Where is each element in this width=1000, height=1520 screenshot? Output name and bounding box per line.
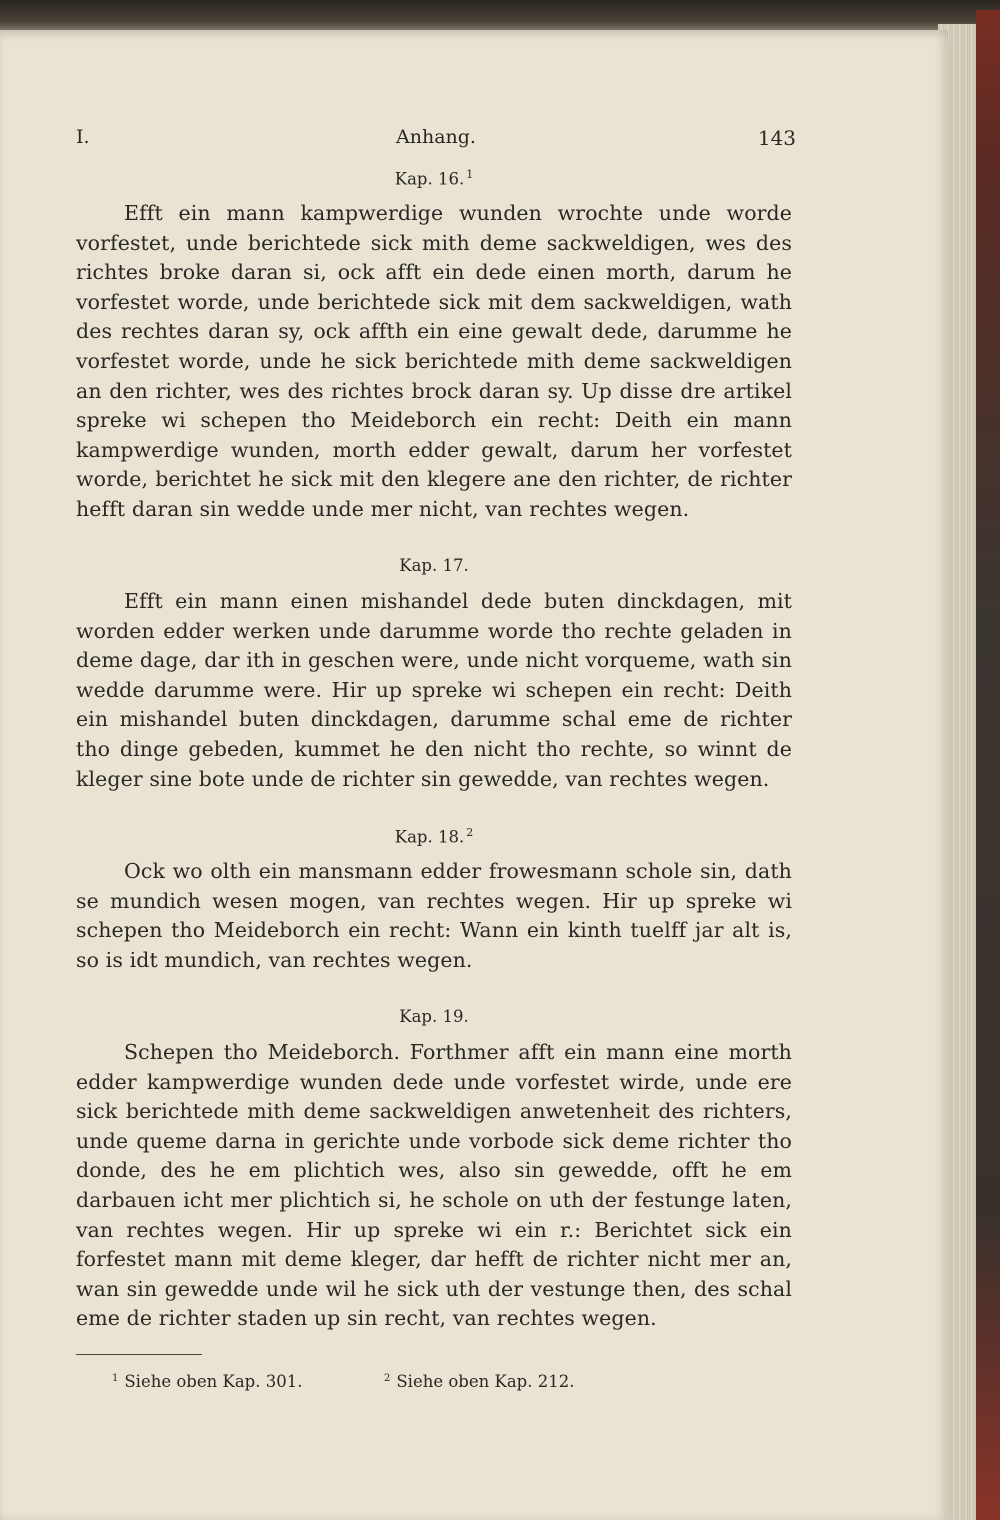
chapter-heading-text: Kap. 17. xyxy=(399,556,469,575)
chapter-heading-text: Kap. 18. xyxy=(394,827,465,847)
chapter-heading xyxy=(76,1007,792,1026)
chapter-heading xyxy=(76,826,792,847)
binding-edge xyxy=(0,0,1000,32)
footnote-rule xyxy=(76,1354,202,1355)
footnote-text: Siehe oben Kap. 301. xyxy=(124,1372,303,1391)
footnote xyxy=(112,1372,302,1391)
running-head xyxy=(76,126,796,152)
running-head-section: I. xyxy=(76,126,90,148)
footnote-number: 2 xyxy=(384,1372,391,1384)
book-cover-edge xyxy=(976,10,1000,1520)
footnote-marker: 2 xyxy=(466,826,474,839)
footnote-number: 1 xyxy=(112,1372,119,1384)
chapter-heading xyxy=(76,556,792,575)
running-head-title: Anhang. xyxy=(396,126,476,148)
chapter-paragraph: Efft ein mann einen mishandel dede buten dinckdagen, mit worden edder werken unde darumme worde tho rechte geladen in deme dage, dar ith in geschen were, unde nicht vorqueme, wath sin wedde darumme were. Hir up spreke wi schepen ein recht: Deith ein mishandel buten dinckdagen, darumme schal eme de richter tho dinge gebeden, kummet he den nicht tho rechte, so winnt de kleger sine bote unde de richter sin gewedde, van rechtes wegen. xyxy=(76,589,792,791)
chapter-heading-text: Kap. 16. xyxy=(394,169,465,189)
chapter-heading-text: Kap. 19. xyxy=(399,1007,469,1026)
chapter-heading xyxy=(76,168,792,189)
chapter-paragraph: Efft ein mann kampwerdige wunden wrochte unde worde vorfestet, unde berichtede sick mith deme sackweldigen, wes des richtes broke daran si, ock afft ein dede einen morth, darum he vorfestet worde, unde berichtede sick mit dem sackweldigen, wath des rechtes daran sy, ock affth ein eine gewalt dede, darumme he vorfestet worde, unde he sick berichtede mith deme sackweldigen an den richter, wes des richtes brock daran sy. Up disse dre artikel spreke wi schepen tho Meideborch ein recht: Deith ein mann kampwerdige wunden, morth edder gewalt, darum her vorfestet worde, berichtet he sick mit den klegere ane den richter, de richter hefft daran sin wedde unde mer nicht, van rechtes wegen. xyxy=(76,201,792,521)
footnote-marker: 1 xyxy=(466,168,474,181)
footnote-text: Siehe oben Kap. 212. xyxy=(396,1372,575,1391)
footnote xyxy=(384,1372,574,1391)
page-number: 143 xyxy=(757,126,796,150)
chapter-paragraph: Schepen tho Meideborch. Forthmer afft ein mann eine morth edder kampwerdige wunden dede unde vorfestet wirde, unde ere sick berichtede mith deme sackweldigen anwetenheit des richters, unde queme darna in gerichte unde vorbode sick deme richter tho donde, des he em plichtich wes, also sin gewedde, offt he em darbauen icht mer plichtich si, he schole on uth der festunge laten, van rechtes wegen. Hir up spreke wi ein r.: Berichtet sick ein forfestet mann mit deme kleger, dar hefft de richter nicht mer an, wan sin gewedde unde wil he sick uth der vestunge then, des schal eme de richter staden up sin recht, van rechtes wegen. xyxy=(76,1040,792,1331)
chapter-paragraph: Ock wo olth ein mansmann edder frowesmann schole sin, dath se mundich wesen mogen, van rechtes wegen. Hir up spreke wi schepen tho Meideborch ein recht: Wann ein kinth tuelff jar alt is, so is idt mundich, van rechtes wegen. xyxy=(76,859,792,972)
